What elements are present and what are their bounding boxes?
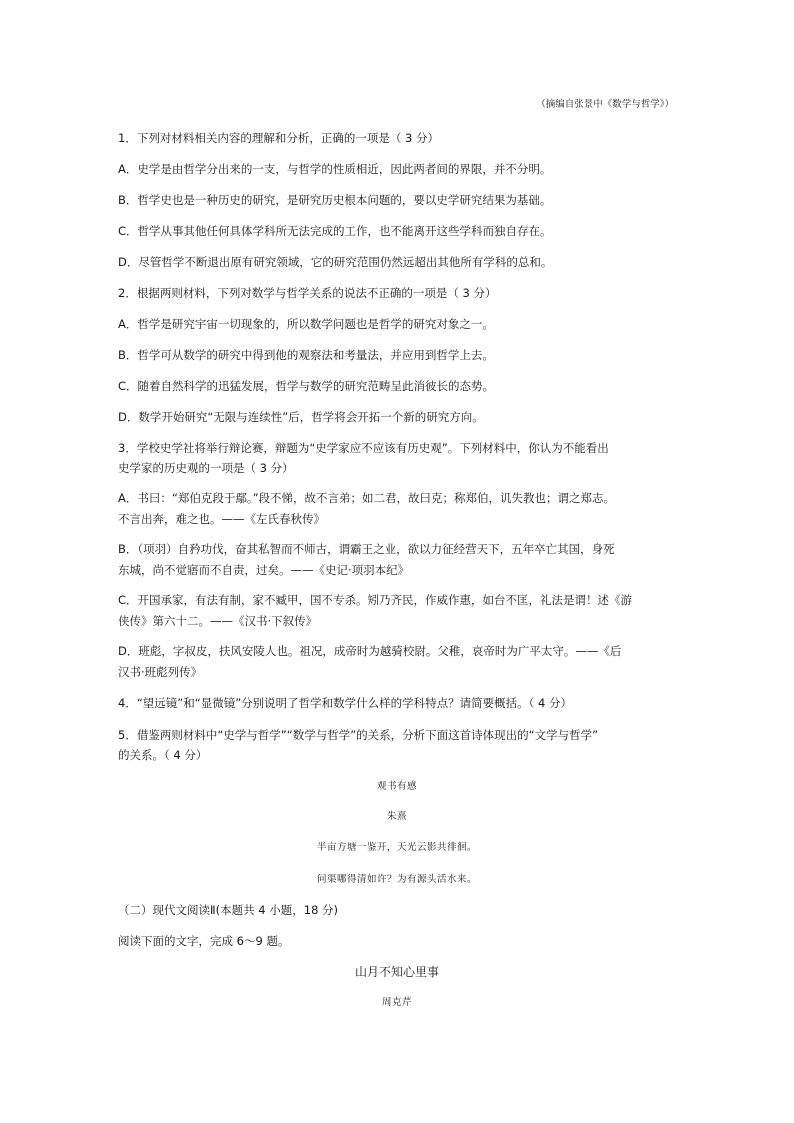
section-instruction: 阅读下面的文字，完成 6～9 题。 — [118, 934, 290, 948]
question-3-option-a-line-2: 不言出奔，难之也。——《左氏春秋传》 — [118, 512, 325, 526]
question-3-option-b-line-2: 东城，尚不觉寤而不自责，过矣。——《史记·项羽本纪》 — [118, 563, 410, 577]
poem-line-1: 半亩方塘一鉴开，天光云影共徘徊。 — [316, 842, 477, 853]
question-2-option-b: B．哲学可从数学的研究中得到他的观察法和考量法，并应用到哲学上去。 — [118, 348, 494, 362]
passage-author: 周克芹 — [381, 997, 412, 1008]
question-3-option-b-line-1: B．（项羽）自矜功伐，奋其私智而不师古，谓霸王之业，欲以力征经营天下，五年卒亡其国，身死 — [118, 542, 615, 556]
question-5-line-1: 5．借鉴两则材料中“史学与哲学”“数学与哲学”的关系，分析下面这首诗体现出的“文学与哲学” — [118, 728, 599, 742]
question-2-option-c: C．随着自然科学的迅猛发展，哲学与数学的研究范畴呈此消彼长的态势。 — [118, 379, 495, 393]
poem-author: 朱熹 — [386, 811, 407, 822]
passage-title: 山月不知心里事 — [354, 965, 439, 979]
question-1-option-b: B．哲学史也是一种历史的研究，是研究历史根本问题的，要以史学研究结果为基础。 — [118, 193, 552, 207]
question-2-option-d: D．数学开始研究“无限与连续性”后，哲学将会开拓一个新的研究方向。 — [118, 410, 484, 424]
question-1-option-a: A．史学是由哲学分出来的一支，与哲学的性质相近，因此两者间的界限，并不分明。 — [118, 162, 552, 176]
question-3-option-c-line-2: 侠传》第六十二。——《汉书·下叙传》 — [118, 614, 318, 628]
source-citation: （摘编自张景中《数学与哲学》） — [536, 99, 674, 110]
question-3-option-d-line-1: D．班彪，字叔皮，扶风安陵人也。祖况，成帝时为越骑校尉。父稚，哀帝时为广平太守。——《后 — [118, 644, 622, 658]
poem-line-2: 问渠哪得清如许？为有源头活水来。 — [316, 874, 477, 885]
question-2-stem: 2．根据两则材料，下列对数学与哲学关系的说法不正确的一项是（ 3 分） — [118, 286, 497, 300]
question-1-option-c: C．哲学从事其他任何具体学科所无法完成的工作，也不能离开这些学科而独自存在。 — [118, 224, 552, 238]
question-3-option-a-line-1: A．书曰：“郑伯克段于鄢。”段不悌，故不言弟；如二君，故曰克；称郑伯，讥失教也；谓之郑志。 — [118, 491, 616, 505]
question-3-option-d-line-2: 汉书·班彪列传》 — [118, 665, 203, 679]
poem-title: 观书有感 — [376, 781, 417, 792]
section-heading: （二）现代文阅读Ⅱ(本题共 4 小题，18 分) — [118, 903, 339, 917]
question-2-option-a: A．哲学是研究宇宙一切现象的，所以数学问题也是哲学的研究对象之一。 — [118, 317, 494, 331]
question-5-line-2: 的关系。（ 4 分） — [118, 748, 208, 762]
question-4: 4．“望远镜”和“显微镜”分别说明了哲学和数学什么样的学科特点？请简要概括。（ 4 分） — [118, 696, 573, 710]
question-1-option-d: D．尽管哲学不断退出原有研究领域，它的研究范围仍然远超出其他所有学科的总和。 — [118, 255, 553, 269]
question-3-stem-line-2: 史学家的历史观的一项是（ 3 分） — [118, 461, 294, 475]
question-1-stem: 1．下列对材料相关内容的理解和分析，正确的一项是（ 3 分） — [118, 131, 439, 145]
question-3-option-c-line-1: C．开国承家，有法有制，家不臧甲，国不专杀。矧乃齐民，作威作惠，如台不匡，礼法是谓！述《游 — [118, 593, 633, 607]
question-3-stem-line-1: 3．学校史学社将举行辩论赛，辩题为“史学家应不应该有历史观”。下列材料中，你认为不能看出 — [118, 441, 609, 455]
